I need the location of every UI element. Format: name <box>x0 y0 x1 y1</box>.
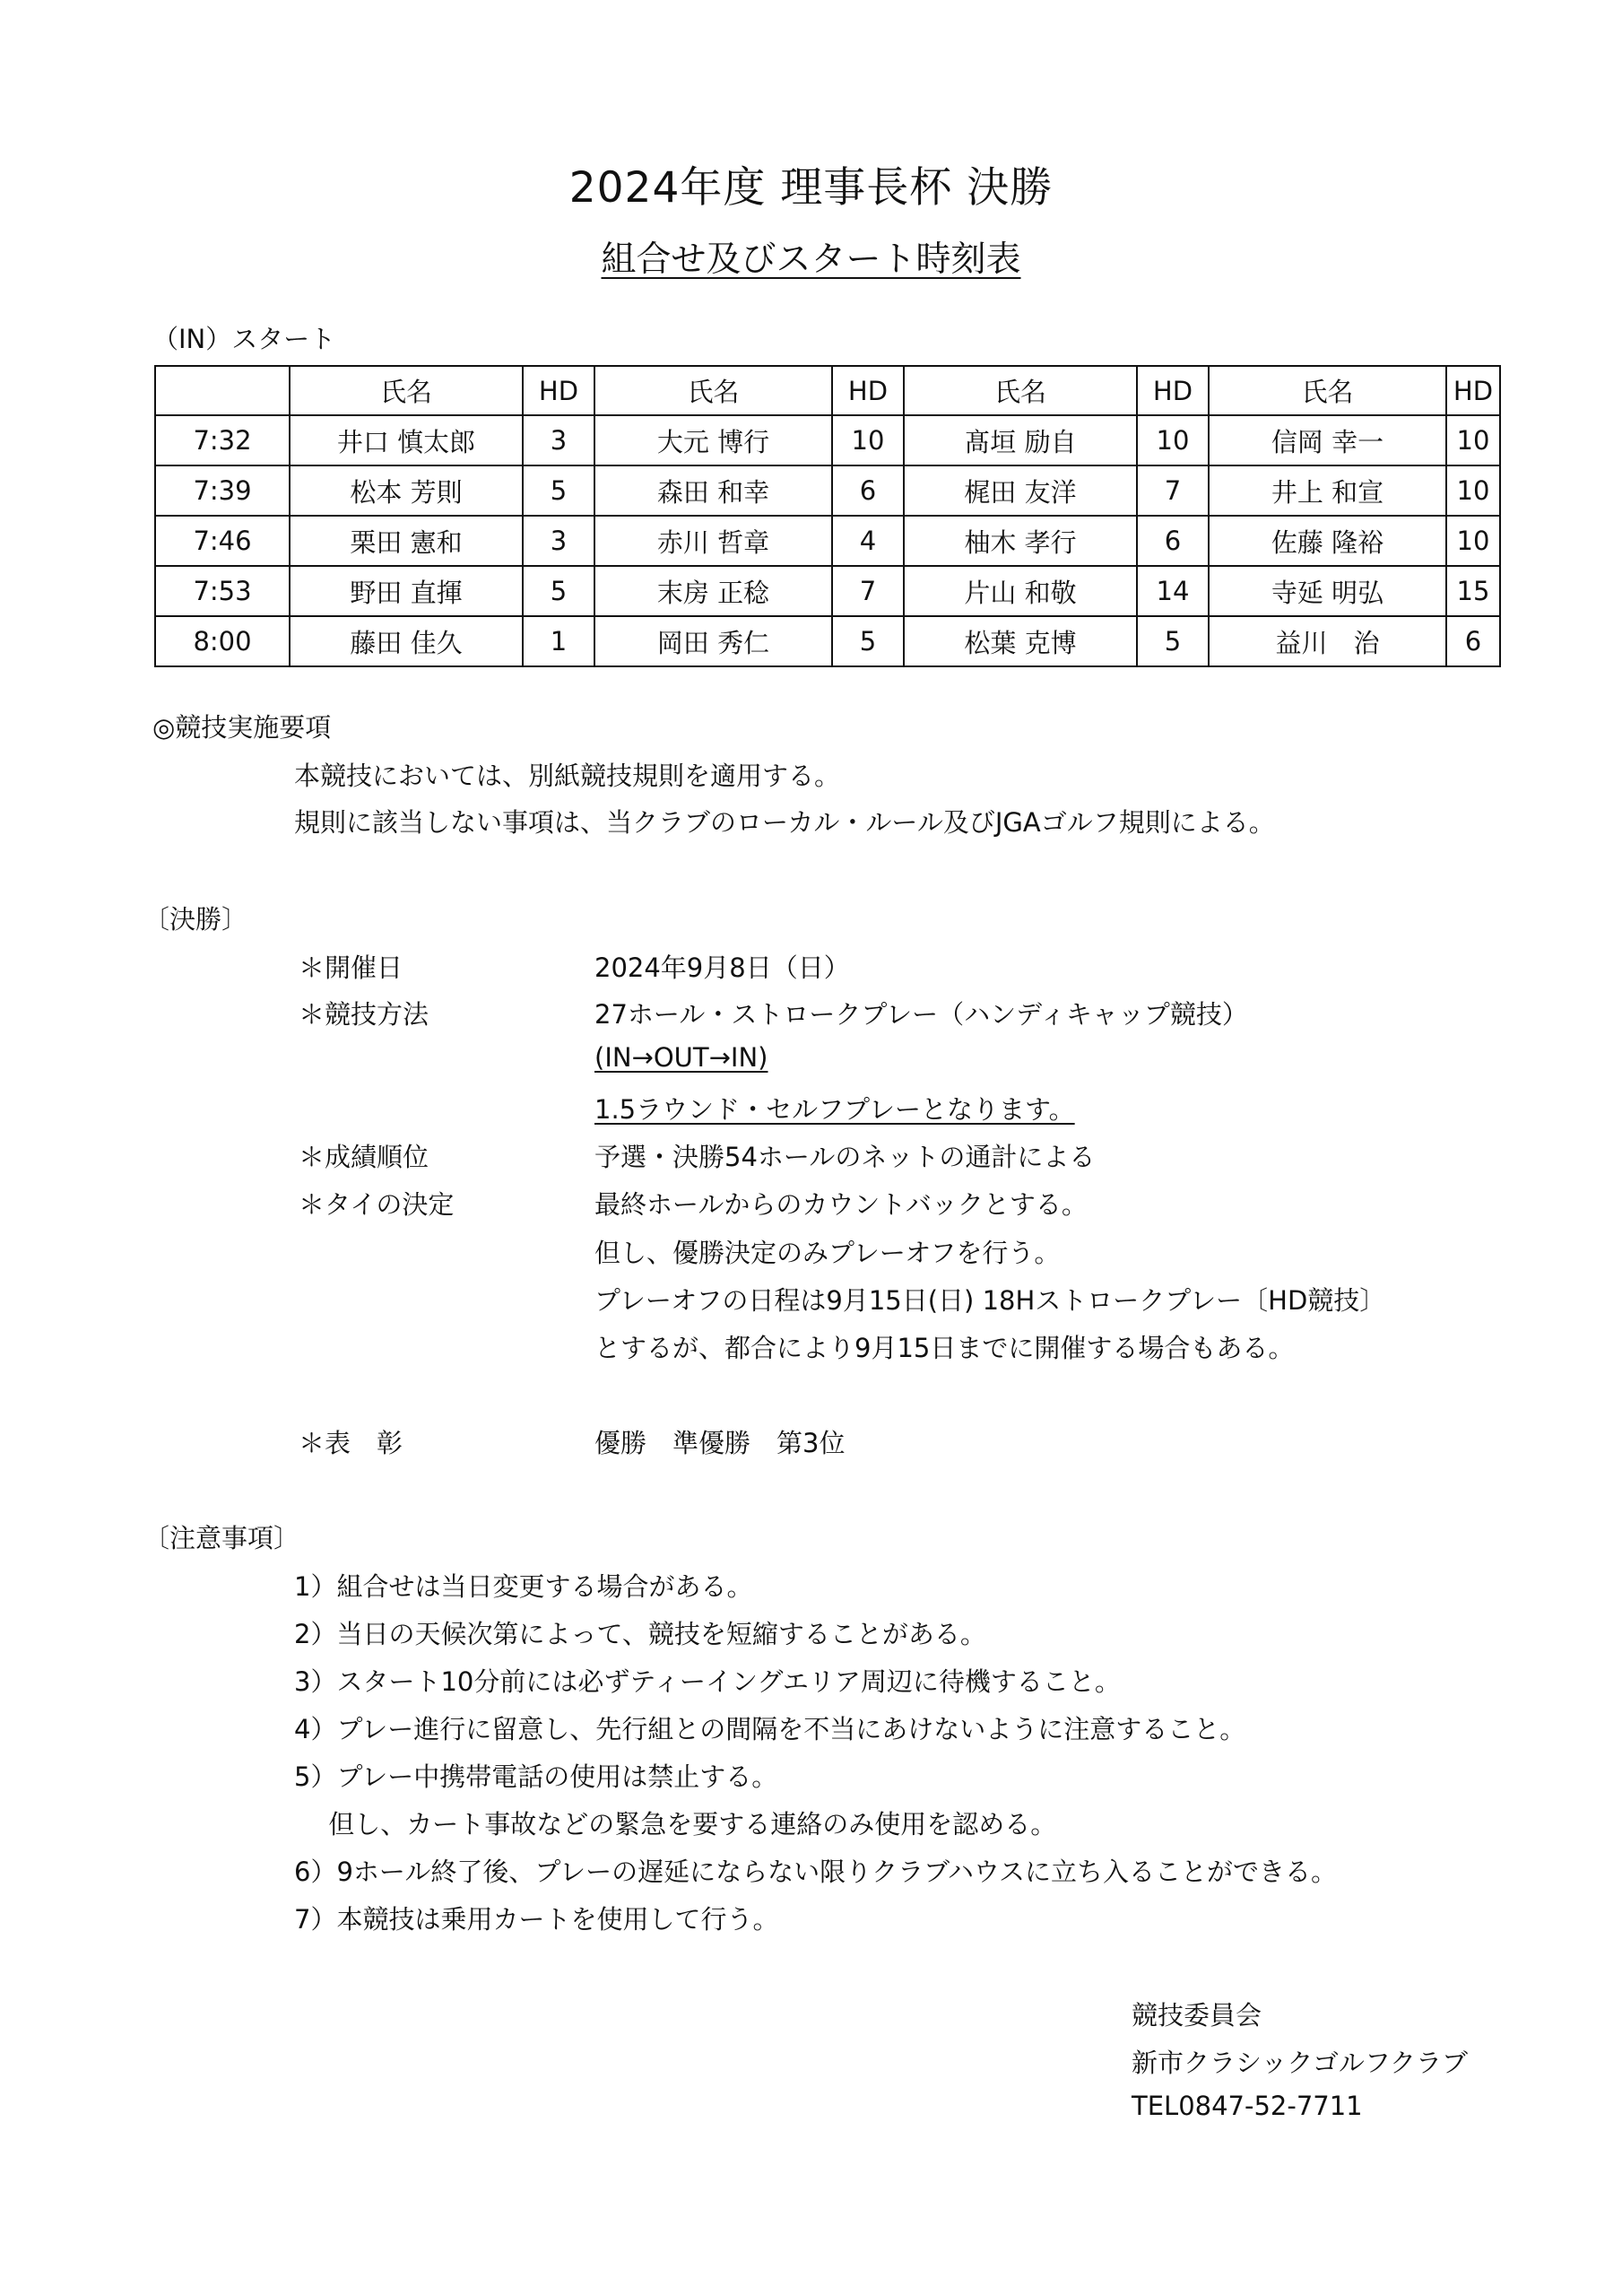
method-value: 27ホール・ストロークプレー（ハンディキャップ競技） <box>594 999 1248 1030</box>
handicap-cell: 6 <box>1137 516 1209 566</box>
note-item: 4）プレー進行に留意し、先行組との間隔を不当にあけないように注意すること。 <box>294 1714 1246 1744</box>
player-name-cell: 野田 直揮 <box>290 566 523 616</box>
tee-time-table <box>154 365 1501 667</box>
handicap-cell: 3 <box>523 516 594 566</box>
table-row <box>155 566 1500 616</box>
handicap-cell: 10 <box>1446 415 1500 465</box>
table-row <box>155 616 1500 666</box>
rules-line: 規則に該当しない事項は、当クラブのローカル・ルール及びJGAゴルフ規則による。 <box>294 807 1275 838</box>
player-name-cell: 井口 慎太郎 <box>290 415 523 465</box>
page-title: 2024年度 理事長杯 決勝 <box>568 163 1054 213</box>
note-item: 7）本競技は乗用カートを使用して行う。 <box>294 1904 779 1935</box>
start-time-cell: 7:32 <box>155 415 290 465</box>
date-label: ＊開催日 <box>299 952 403 983</box>
handicap-cell: 15 <box>1446 566 1500 616</box>
note-item: 2）当日の天候次第によって、競技を短縮することがある。 <box>294 1619 986 1649</box>
award-value: 優勝 準優勝 第3位 <box>594 1428 846 1458</box>
committee-name: 競技委員会 <box>1132 2000 1262 2031</box>
player-name-cell: 森田 和幸 <box>594 465 832 516</box>
tie-line: とするが、都合により9月15日までに開催する場合もある。 <box>594 1333 1295 1363</box>
player-name-cell: 佐藤 隆裕 <box>1209 516 1446 566</box>
handicap-cell: 5 <box>1137 616 1209 666</box>
header-cell <box>155 366 290 415</box>
method-route: (IN→OUT→IN) <box>594 1042 768 1073</box>
tie-label: ＊タイの決定 <box>299 1189 455 1220</box>
tie-line: 最終ホールからのカウントバックとする。 <box>594 1189 1088 1220</box>
player-name-cell: 赤川 哲章 <box>594 516 832 566</box>
handicap-cell: 7 <box>1137 465 1209 516</box>
ranking-value: 予選・決勝54ホールのネットの通計による <box>594 1142 1096 1172</box>
start-time-cell: 7:39 <box>155 465 290 516</box>
handicap-cell: 3 <box>523 415 594 465</box>
rules-heading: ◎競技実施要項 <box>152 712 332 743</box>
date-value: 2024年9月8日（日） <box>594 952 850 983</box>
handicap-cell: 10 <box>1446 516 1500 566</box>
start-time-cell: 7:46 <box>155 516 290 566</box>
header-cell: HD <box>1446 366 1500 415</box>
tie-line: プレーオフの日程は9月15日(日) 18Hストロークプレー〔HD競技〕 <box>594 1285 1386 1316</box>
player-name-cell: 片山 和敬 <box>904 566 1137 616</box>
player-name-cell: 益川 治 <box>1209 616 1446 666</box>
handicap-cell: 6 <box>1446 616 1500 666</box>
note-item: 6）9ホール終了後、プレーの遅延にならない限りクラブハウスに立ち入ることができる。 <box>294 1857 1337 1887</box>
player-name-cell: 梶田 友洋 <box>904 465 1137 516</box>
header-cell: 氏名 <box>904 366 1137 415</box>
player-name-cell: 藤田 佳久 <box>290 616 523 666</box>
telephone-number: TEL0847-52-7711 <box>1132 2091 1363 2121</box>
final-heading: 〔決勝〕 <box>143 904 248 935</box>
method-label: ＊競技方法 <box>299 999 429 1030</box>
handicap-cell: 5 <box>523 566 594 616</box>
player-name-cell: 信岡 幸一 <box>1209 415 1446 465</box>
subtitle-text: 組合せ及びスタート時刻表 <box>601 239 1021 280</box>
player-name-cell: 末房 正稔 <box>594 566 832 616</box>
handicap-cell: 10 <box>1137 415 1209 465</box>
note-item: 3）スタート10分前には必ずティーイングエリア周辺に待機すること。 <box>294 1666 1121 1697</box>
player-name-cell: 大元 博行 <box>594 415 832 465</box>
start-time-cell: 7:53 <box>155 566 290 616</box>
start-label: （IN）スタート <box>152 324 336 354</box>
handicap-cell: 10 <box>832 415 904 465</box>
handicap-cell: 10 <box>1446 465 1500 516</box>
handicap-cell: 1 <box>523 616 594 666</box>
player-name-cell: 柚木 孝行 <box>904 516 1137 566</box>
handicap-cell: 4 <box>832 516 904 566</box>
rules-line: 本競技においては、別紙競技規則を適用する。 <box>294 761 841 791</box>
header-cell: HD <box>832 366 904 415</box>
award-label: ＊表 彰 <box>299 1428 403 1458</box>
club-name: 新市クラシックゴルフクラブ <box>1132 2048 1468 2078</box>
player-name-cell: 岡田 秀仁 <box>594 616 832 666</box>
header-cell: 氏名 <box>1209 366 1446 415</box>
handicap-cell: 7 <box>832 566 904 616</box>
note-item: 1）組合せは当日変更する場合がある。 <box>294 1571 753 1602</box>
table-row <box>155 465 1500 516</box>
handicap-cell: 5 <box>523 465 594 516</box>
note-item: 但し、カート事故などの緊急を要する連絡のみ使用を認める。 <box>294 1809 1057 1839</box>
player-name-cell: 松葉 克博 <box>904 616 1137 666</box>
player-name-cell: 髙垣 励自 <box>904 415 1137 465</box>
method-round: 1.5ラウンド・セルフプレーとなります。 <box>594 1094 1075 1125</box>
header-cell: 氏名 <box>594 366 832 415</box>
header-cell: 氏名 <box>290 366 523 415</box>
handicap-cell: 14 <box>1137 566 1209 616</box>
table-row <box>155 516 1500 566</box>
header-cell: HD <box>523 366 594 415</box>
player-name-cell: 寺延 明弘 <box>1209 566 1446 616</box>
note-item: 5）プレー中携帯電話の使用は禁止する。 <box>294 1761 778 1792</box>
start-time-cell: 8:00 <box>155 616 290 666</box>
player-name-cell: 栗田 憲和 <box>290 516 523 566</box>
page-subtitle <box>0 231 1622 282</box>
handicap-cell: 5 <box>832 616 904 666</box>
notes-heading: 〔注意事項〕 <box>143 1523 300 1553</box>
tie-line: 但し、優勝決定のみプレーオフを行う。 <box>594 1238 1061 1268</box>
header-cell: HD <box>1137 366 1209 415</box>
player-name-cell: 松本 芳則 <box>290 465 523 516</box>
ranking-label: ＊成績順位 <box>299 1142 429 1172</box>
handicap-cell: 6 <box>832 465 904 516</box>
player-name-cell: 井上 和宣 <box>1209 465 1446 516</box>
table-header-row <box>155 366 1500 415</box>
table-row <box>155 415 1500 465</box>
